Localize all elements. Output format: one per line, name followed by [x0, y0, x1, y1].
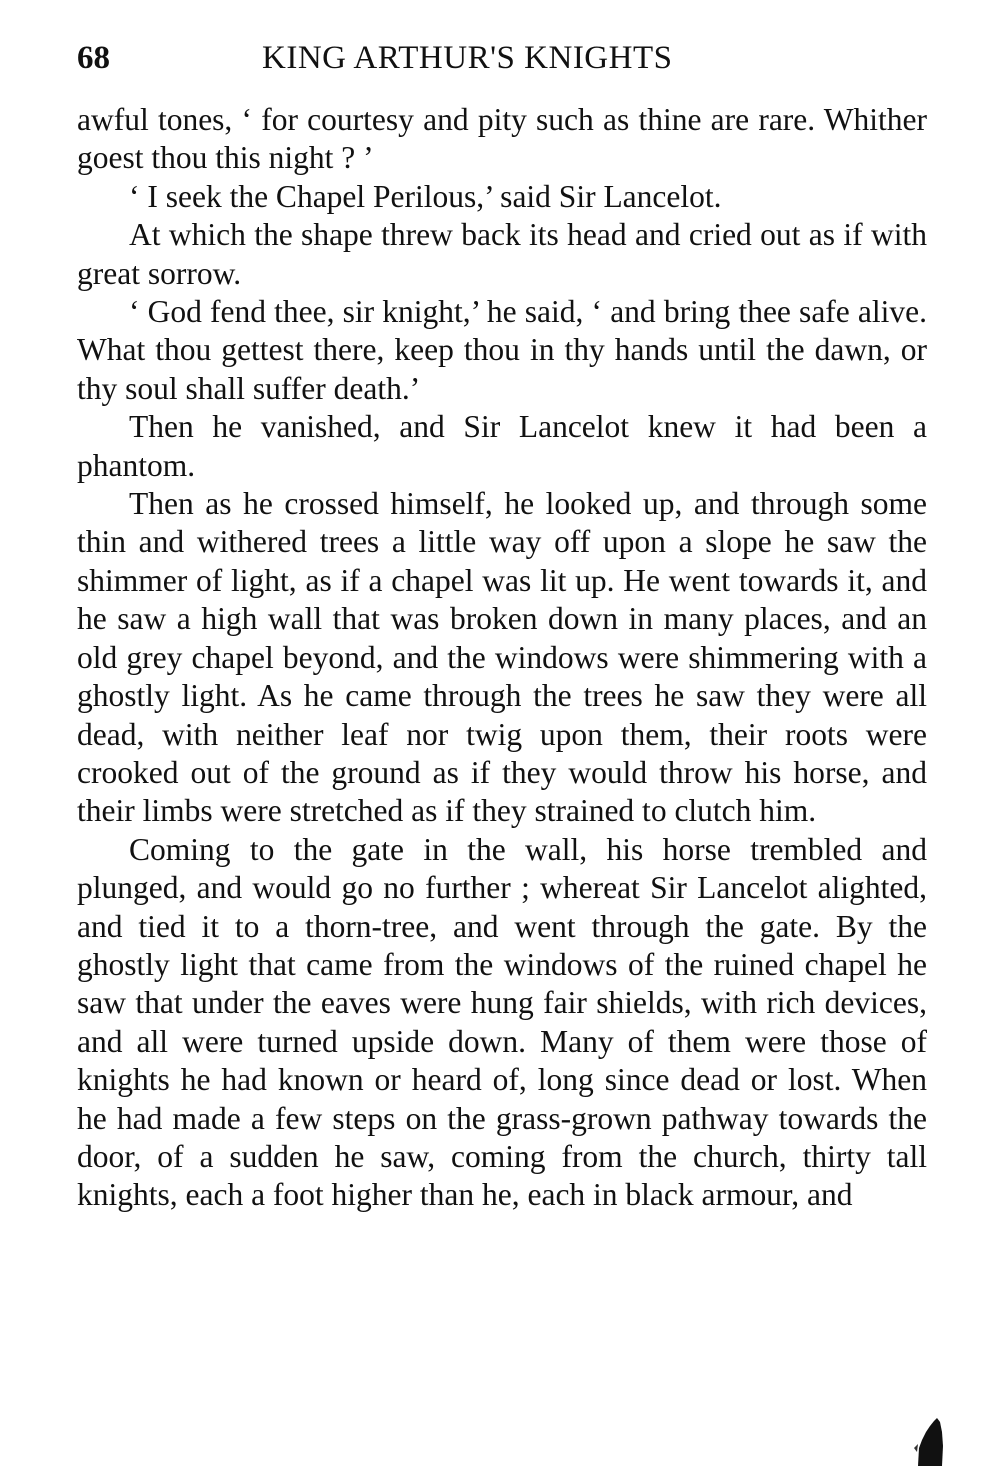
- page-number: 68: [77, 40, 110, 76]
- body-text: [77, 101, 927, 1215]
- paragraph-continued: awful tones, ‘ for courtesy and pity such as thine are rare. Whither goest thou this night ? ’: [77, 102, 927, 176]
- book-title: KING ARTHUR'S KNIGHTS: [262, 40, 673, 76]
- paragraph-phantom-vanished: Then he vanished, and Sir Lancelot knew it had been a phantom.: [77, 409, 927, 483]
- paragraph-lancelot-reply: ‘ I seek the Chapel Perilous,’ said Sir Lancelot.: [129, 178, 722, 214]
- ink-smudge-mark: [904, 1418, 944, 1466]
- running-head: [77, 40, 927, 86]
- paragraph-god-fend-thee: ‘ God fend thee, sir knight,’ he said, ‘ and bring thee safe alive. What thou gettest there, keep thou in thy hands until the dawn, or thy soul shall suffer death.’: [77, 294, 927, 406]
- paragraph-chapel-light: Then as he crossed himself, he looked up, and through some thin and withered trees a little way off upon a slope he saw the shimmer of light, as if a chapel was lit up. He went towards it, and he saw a high wall that was broken down in many places, and an old grey chapel beyond, and the windows were shimmering with a ghostly light. As he came through the trees he saw they were all dead, with neither leaf nor twig upon them, their roots were crooked out of the ground as if they would throw his horse, and their limbs were stretched as if they strained to clutch him.: [77, 486, 927, 829]
- paragraph-gate-and-shields: Coming to the gate in the wall, his horse trembled and plunged, and would go no further ; whereat Sir Lancelot alighted, and tied it to a thorn-tree, and went through the gate. By the ghostly light that came from the windows of the ruined chapel he saw that under the eaves were hung fair shields, with rich devices, and all were turned upside down. Many of them were those of knights he had known or heard of, long since dead or lost. When he had made a few steps on the grass-grown pathway towards the door, of a sudden he saw, coming from the church, thirty tall knights, each a foot higher than he, each in black armour, and: [77, 831, 927, 1213]
- paragraph-shape-cries: At which the shape threw back its head and cried out as if with great sorrow.: [77, 217, 927, 291]
